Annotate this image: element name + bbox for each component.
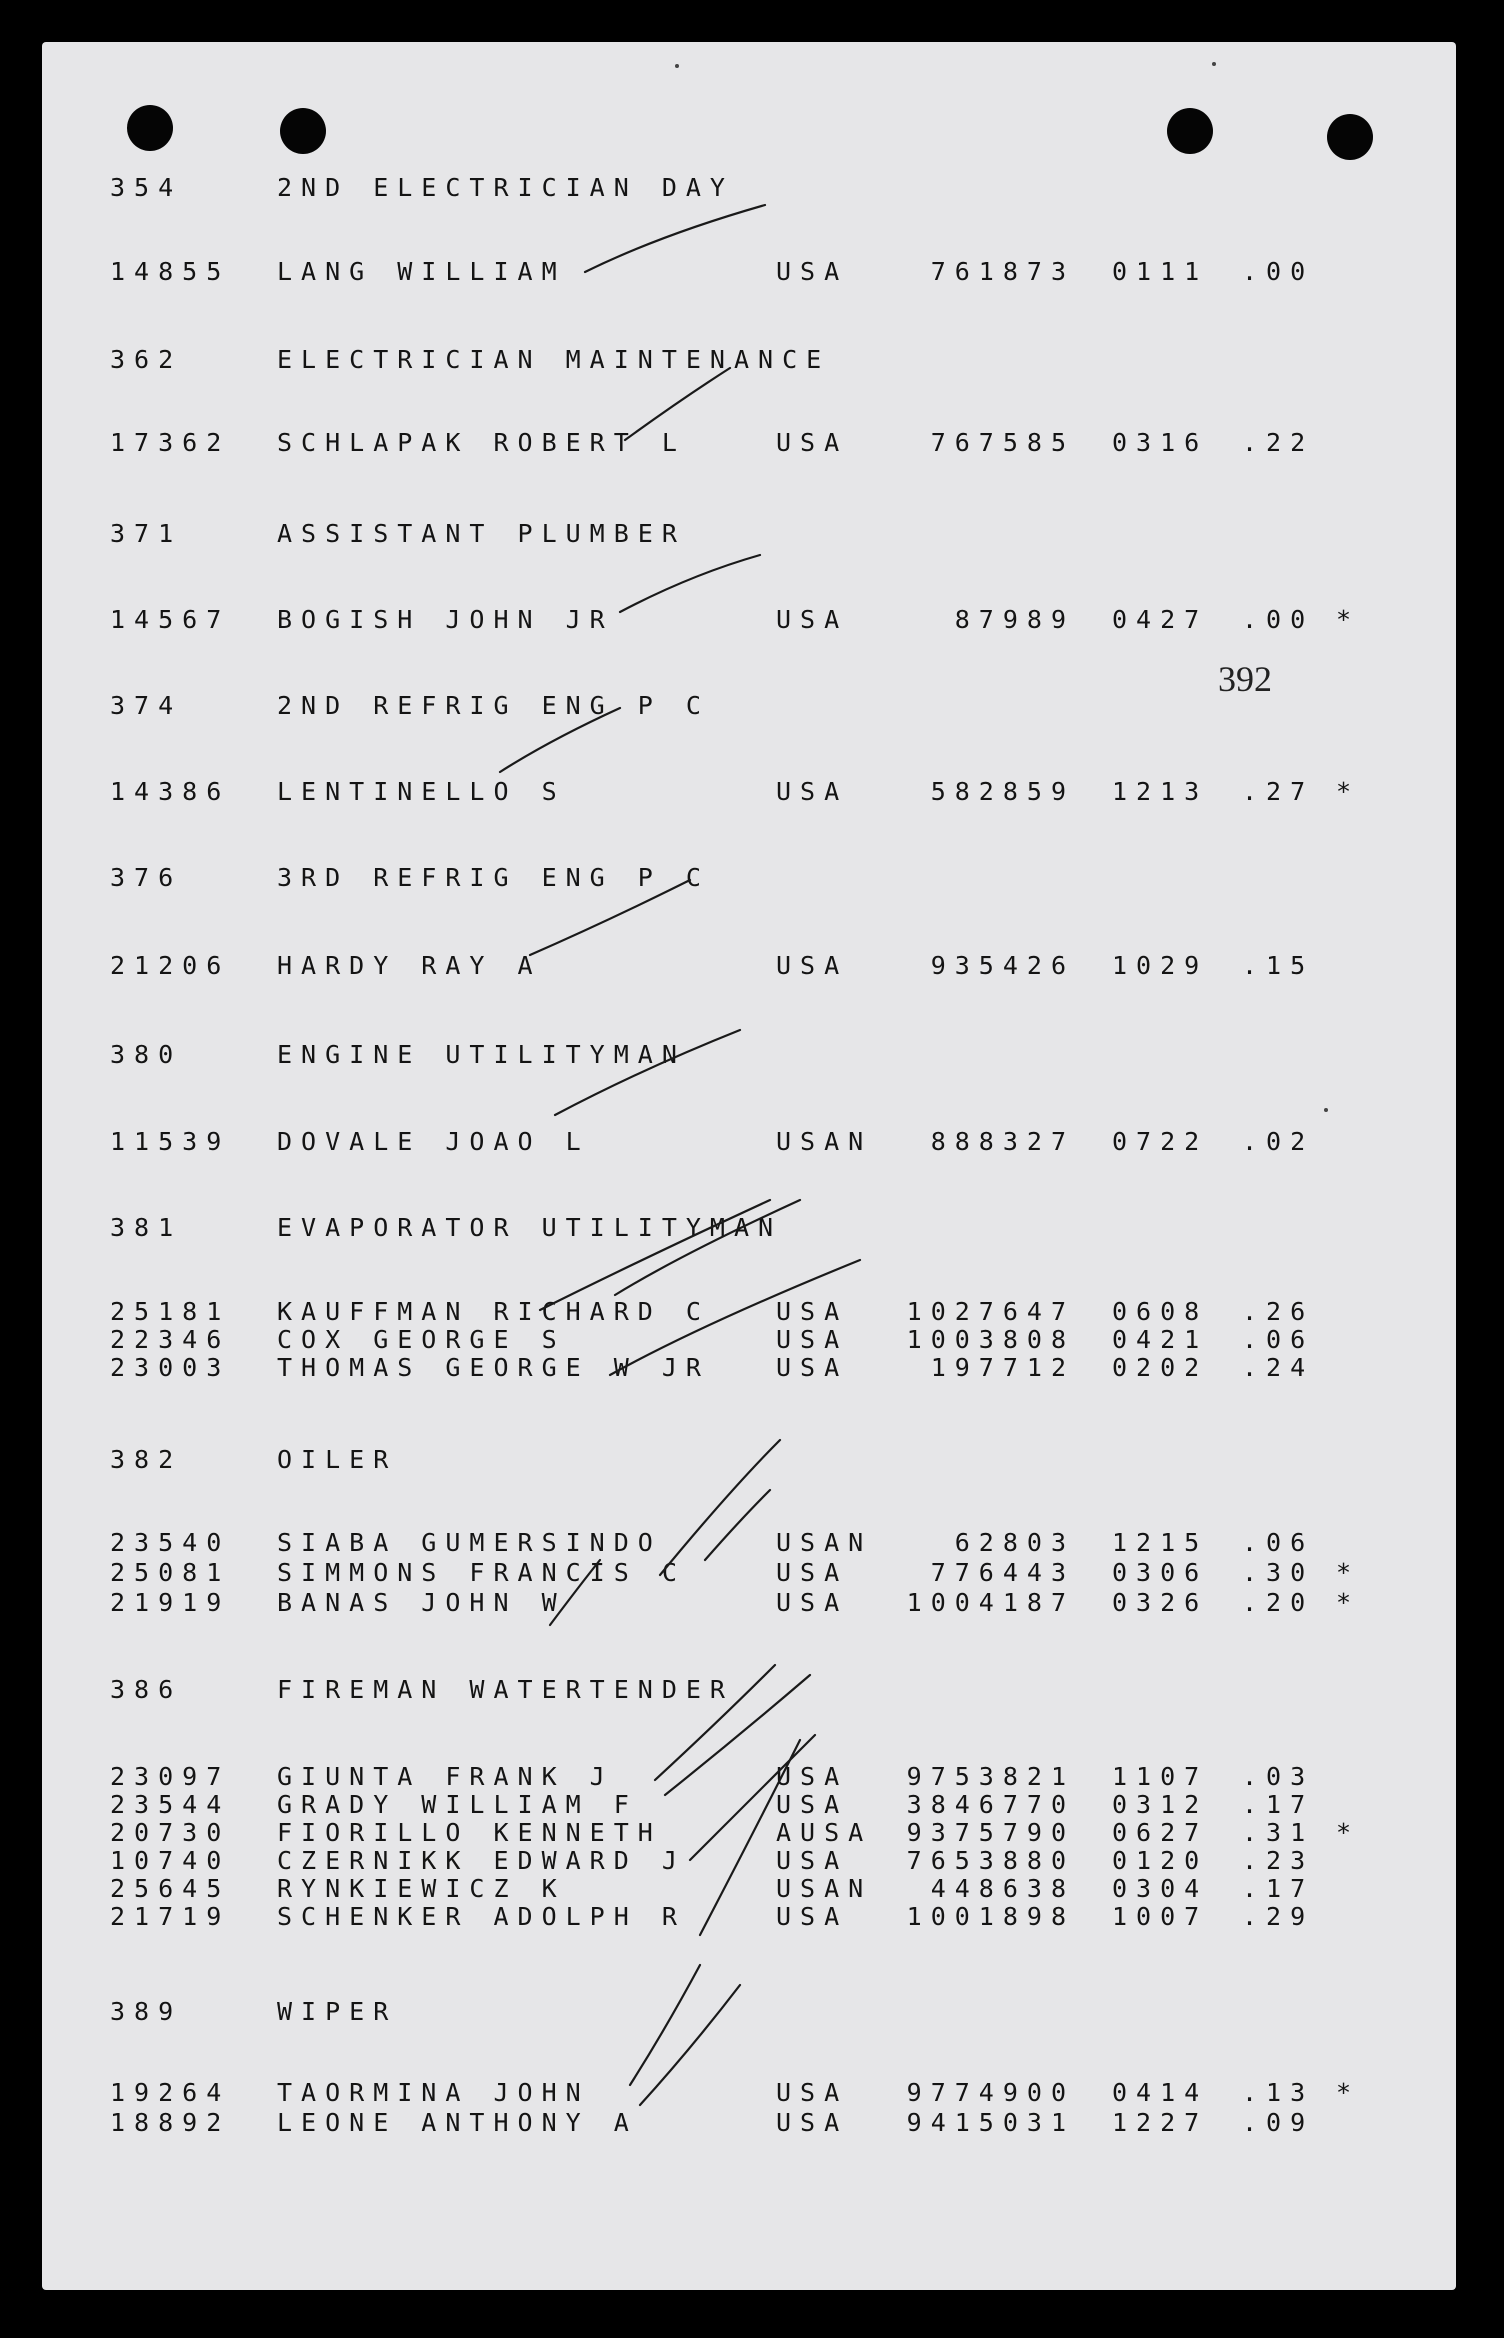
- employee-id: 25181: [110, 1297, 231, 1326]
- employee-id: 25081: [110, 1558, 231, 1587]
- citizenship: USA: [776, 1558, 849, 1587]
- employee-name: SCHENKER ADOLPH R: [277, 1902, 686, 1931]
- asterisk-mark: *: [1336, 1818, 1361, 1847]
- amount: .30: [1242, 1558, 1315, 1587]
- document-number: 9375790: [906, 1818, 1075, 1847]
- employee-name: KAUFFMAN RICHARD C: [277, 1297, 710, 1326]
- punch-hole-1: [127, 105, 173, 151]
- employee-name: TAORMINA JOHN: [277, 2078, 590, 2107]
- document-number: 3846770: [906, 1790, 1075, 1819]
- employee-name: SIABA GUMERSINDO: [277, 1528, 662, 1557]
- citizenship: USA: [776, 605, 849, 634]
- citizenship: USA: [776, 1297, 849, 1326]
- employee-id: 23544: [110, 1790, 231, 1819]
- employee-name: SIMMONS FRANCIS C: [277, 1558, 686, 1587]
- document-number: 776443: [930, 1558, 1075, 1587]
- employee-id: 18892: [110, 2108, 231, 2137]
- citizenship: USAN: [776, 1874, 873, 1903]
- job-title: ASSISTANT PLUMBER: [277, 519, 686, 548]
- citizenship: USA: [776, 2108, 849, 2137]
- job-title: EVAPORATOR UTILITYMAN: [277, 1213, 783, 1242]
- employee-name: CZERNIKK EDWARD J: [277, 1846, 686, 1875]
- date-code: 1029: [1112, 951, 1209, 980]
- amount: .20: [1242, 1588, 1315, 1617]
- employee-id: 21206: [110, 951, 231, 980]
- amount: .23: [1242, 1846, 1315, 1875]
- amount: .13: [1242, 2078, 1315, 2107]
- citizenship: AUSA: [776, 1818, 873, 1847]
- document-number: 1003808: [906, 1325, 1075, 1354]
- employee-name: COX GEORGE S: [277, 1325, 566, 1354]
- citizenship: USA: [776, 257, 849, 286]
- job-title: 2ND REFRIG ENG P C: [277, 691, 710, 720]
- citizenship: USA: [776, 1902, 849, 1931]
- date-code: 0312: [1112, 1790, 1209, 1819]
- employee-name: RYNKIEWICZ K: [277, 1874, 566, 1903]
- job-title: ELECTRICIAN MAINTENANCE: [277, 345, 831, 374]
- employee-name: LANG WILLIAM: [277, 257, 566, 286]
- employee-id: 14567: [110, 605, 231, 634]
- job-code: 386: [110, 1675, 183, 1704]
- asterisk-mark: *: [1336, 1588, 1361, 1617]
- job-code: 362: [110, 345, 183, 374]
- amount: .29: [1242, 1902, 1315, 1931]
- job-code: 371: [110, 519, 183, 548]
- job-title: ENGINE UTILITYMAN: [277, 1040, 686, 1069]
- document-number: 87989: [954, 605, 1075, 634]
- date-code: 0202: [1112, 1353, 1209, 1382]
- employee-id: 17362: [110, 428, 231, 457]
- citizenship: USA: [776, 1762, 849, 1791]
- job-code: 376: [110, 863, 183, 892]
- document-number: 9415031: [906, 2108, 1075, 2137]
- citizenship: USA: [776, 1846, 849, 1875]
- job-code: 389: [110, 1997, 183, 2026]
- job-title: 3RD REFRIG ENG P C: [277, 863, 710, 892]
- employee-name: LEONE ANTHONY A: [277, 2108, 638, 2137]
- job-code: 382: [110, 1445, 183, 1474]
- employee-id: 23097: [110, 1762, 231, 1791]
- date-code: 1107: [1112, 1762, 1209, 1791]
- paper-speck: [1212, 62, 1216, 66]
- punch-hole-2: [280, 108, 326, 154]
- document-number: 767585: [930, 428, 1075, 457]
- citizenship: USA: [776, 1353, 849, 1382]
- paper-speck: [1324, 1108, 1328, 1112]
- document-number: 448638: [930, 1874, 1075, 1903]
- amount: .22: [1242, 428, 1315, 457]
- employee-id: 19264: [110, 2078, 231, 2107]
- employee-name: HARDY RAY A: [277, 951, 542, 980]
- document-number: 7653880: [906, 1846, 1075, 1875]
- document-number: 888327: [930, 1127, 1075, 1156]
- employee-id: 14855: [110, 257, 231, 286]
- date-code: 1007: [1112, 1902, 1209, 1931]
- document-number: 1001898: [906, 1902, 1075, 1931]
- amount: .03: [1242, 1762, 1315, 1791]
- employee-id: 25645: [110, 1874, 231, 1903]
- date-code: 0120: [1112, 1846, 1209, 1875]
- document-number: 9774900: [906, 2078, 1075, 2107]
- date-code: 0608: [1112, 1297, 1209, 1326]
- punch-hole-4: [1327, 114, 1373, 160]
- asterisk-mark: *: [1336, 605, 1361, 634]
- date-code: 1227: [1112, 2108, 1209, 2137]
- citizenship: USA: [776, 1790, 849, 1819]
- document-number: 1027647: [906, 1297, 1075, 1326]
- job-title: FIREMAN WATERTENDER: [277, 1675, 734, 1704]
- citizenship: USA: [776, 1325, 849, 1354]
- date-code: 0414: [1112, 2078, 1209, 2107]
- date-code: 0421: [1112, 1325, 1209, 1354]
- asterisk-mark: *: [1336, 1558, 1361, 1587]
- employee-id: 23540: [110, 1528, 231, 1557]
- amount: .06: [1242, 1325, 1315, 1354]
- employee-name: BANAS JOHN W: [277, 1588, 566, 1617]
- amount: .00: [1242, 605, 1315, 634]
- employee-id: 14386: [110, 777, 231, 806]
- employee-id: 10740: [110, 1846, 231, 1875]
- amount: .00: [1242, 257, 1315, 286]
- amount: .24: [1242, 1353, 1315, 1382]
- job-title: 2ND ELECTRICIAN DAY: [277, 173, 734, 202]
- document-number: 62803: [954, 1528, 1075, 1557]
- page-number: 392: [1218, 659, 1272, 699]
- employee-name: SCHLAPAK ROBERT L: [277, 428, 686, 457]
- amount: .31: [1242, 1818, 1315, 1847]
- amount: .26: [1242, 1297, 1315, 1326]
- date-code: 0627: [1112, 1818, 1209, 1847]
- employee-name: THOMAS GEORGE W JR: [277, 1353, 710, 1382]
- date-code: 1215: [1112, 1528, 1209, 1557]
- employee-name: GIUNTA FRANK J: [277, 1762, 614, 1791]
- employee-name: DOVALE JOAO L: [277, 1127, 590, 1156]
- document-number: 9753821: [906, 1762, 1075, 1791]
- job-code: 374: [110, 691, 183, 720]
- employee-id: 21919: [110, 1588, 231, 1617]
- citizenship: USA: [776, 951, 849, 980]
- paper-speck: [675, 64, 679, 68]
- asterisk-mark: *: [1336, 2078, 1361, 2107]
- employee-name: FIORILLO KENNETH: [277, 1818, 662, 1847]
- date-code: 0304: [1112, 1874, 1209, 1903]
- date-code: 0306: [1112, 1558, 1209, 1587]
- employee-name: GRADY WILLIAM F: [277, 1790, 638, 1819]
- job-code: 380: [110, 1040, 183, 1069]
- document-number: 935426: [930, 951, 1075, 980]
- employee-name: BOGISH JOHN JR: [277, 605, 614, 634]
- employee-name: LENTINELLO S: [277, 777, 566, 806]
- date-code: 0316: [1112, 428, 1209, 457]
- employee-id: 11539: [110, 1127, 231, 1156]
- citizenship: USA: [776, 428, 849, 457]
- employee-id: 21719: [110, 1902, 231, 1931]
- document-page: [42, 42, 1456, 2290]
- amount: .15: [1242, 951, 1315, 980]
- date-code: 0326: [1112, 1588, 1209, 1617]
- citizenship: USA: [776, 2078, 849, 2107]
- amount: .17: [1242, 1874, 1315, 1903]
- employee-id: 22346: [110, 1325, 231, 1354]
- citizenship: USA: [776, 777, 849, 806]
- date-code: 0111: [1112, 257, 1209, 286]
- document-number: 582859: [930, 777, 1075, 806]
- date-code: 1213: [1112, 777, 1209, 806]
- document-number: 1004187: [906, 1588, 1075, 1617]
- employee-id: 20730: [110, 1818, 231, 1847]
- employee-id: 23003: [110, 1353, 231, 1382]
- citizenship: USA: [776, 1588, 849, 1617]
- document-number: 197712: [930, 1353, 1075, 1382]
- job-title: WIPER: [277, 1997, 398, 2026]
- date-code: 0722: [1112, 1127, 1209, 1156]
- amount: .06: [1242, 1528, 1315, 1557]
- job-code: 354: [110, 173, 183, 202]
- citizenship: USAN: [776, 1528, 873, 1557]
- date-code: 0427: [1112, 605, 1209, 634]
- amount: .27: [1242, 777, 1315, 806]
- citizenship: USAN: [776, 1127, 873, 1156]
- amount: .02: [1242, 1127, 1315, 1156]
- document-number: 761873: [930, 257, 1075, 286]
- punch-hole-3: [1167, 108, 1213, 154]
- job-code: 381: [110, 1213, 183, 1242]
- amount: .09: [1242, 2108, 1315, 2137]
- job-title: OILER: [277, 1445, 398, 1474]
- asterisk-mark: *: [1336, 777, 1361, 806]
- amount: .17: [1242, 1790, 1315, 1819]
